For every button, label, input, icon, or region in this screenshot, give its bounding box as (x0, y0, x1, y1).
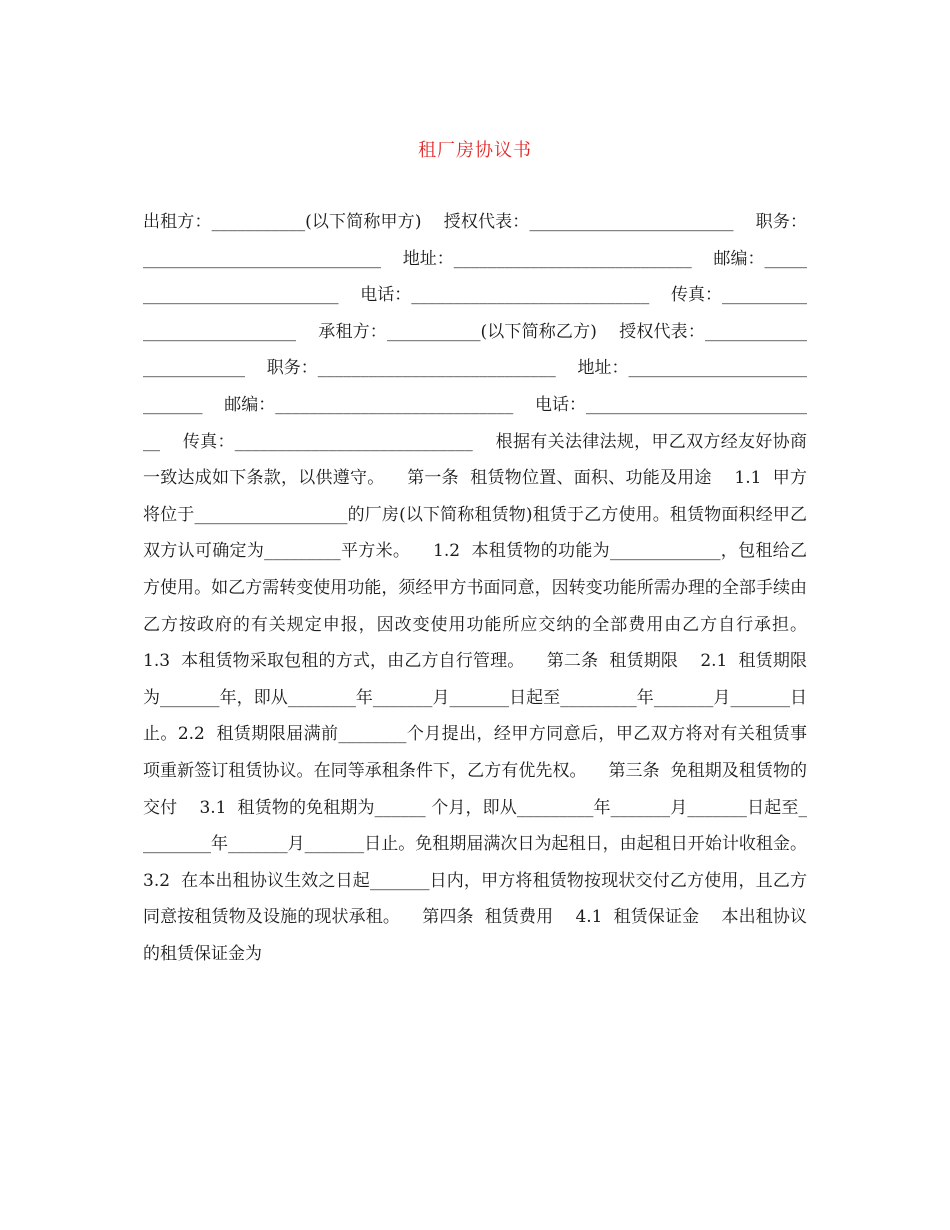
document-title: 租厂房协议书 (418, 140, 532, 161)
document-body: 出租方：___________(以下简称甲方) 授权代表：________________________ 职务：____________________________ 地址：____________________________ 邮编：____________________________ 电话：____________________________ 传真：____________________________ 承租方：___________(以下简称乙方) 授权代表：________________________ 职务：____________________________ 地址：____________________________ 邮编：____________________________ 电话：____________________________ 传真：____________________________ 根据有关法律法规，甲乙双方经友好协商一致达成如下条款，以供遵守。 第一条 租赁物位置、面积、功能及用途 1.1 甲方将位于__________________的厂房(以下简称租赁物)租赁于乙方使用。租赁物面积经甲乙双方认可确定为_________平方米。 1.2 本租赁物的功能为_____________，包租给乙方使用。如乙方需转变使用功能，须经甲方书面同意，因转变功能所需办理的全部手续由乙方按政府的有关规定申报，因改变使用功能所应交纳的全部费用由乙方自行承担。 1.3 本租赁物采取包租的方式，由乙方自行管理。 第二条 租赁期限 2.1 租赁期限为_______年，即从________年_______月_______日起至_________年_______月_______日止。2.2 租赁期限届满前________个月提出，经甲方同意后，甲乙双方将对有关租赁事项重新签订租赁协议。在同等承租条件下，乙方有优先权。 第三条 免租期及租赁物的交付 3.1 租赁物的免租期为______ 个月，即从_________年_______月_______日起至_________年_______月_______日止。免租期届满次日为起租日，由起租日开始计收租金。 3.2 在本出租协议生效之日起_______日内，甲方将租赁物按现状交付乙方使用，且乙方同意按租赁物及设施的现状承租。 第四条 租赁费用 4.1 租赁保证金 本出租协议的租赁保证金为 (143, 212, 829, 964)
